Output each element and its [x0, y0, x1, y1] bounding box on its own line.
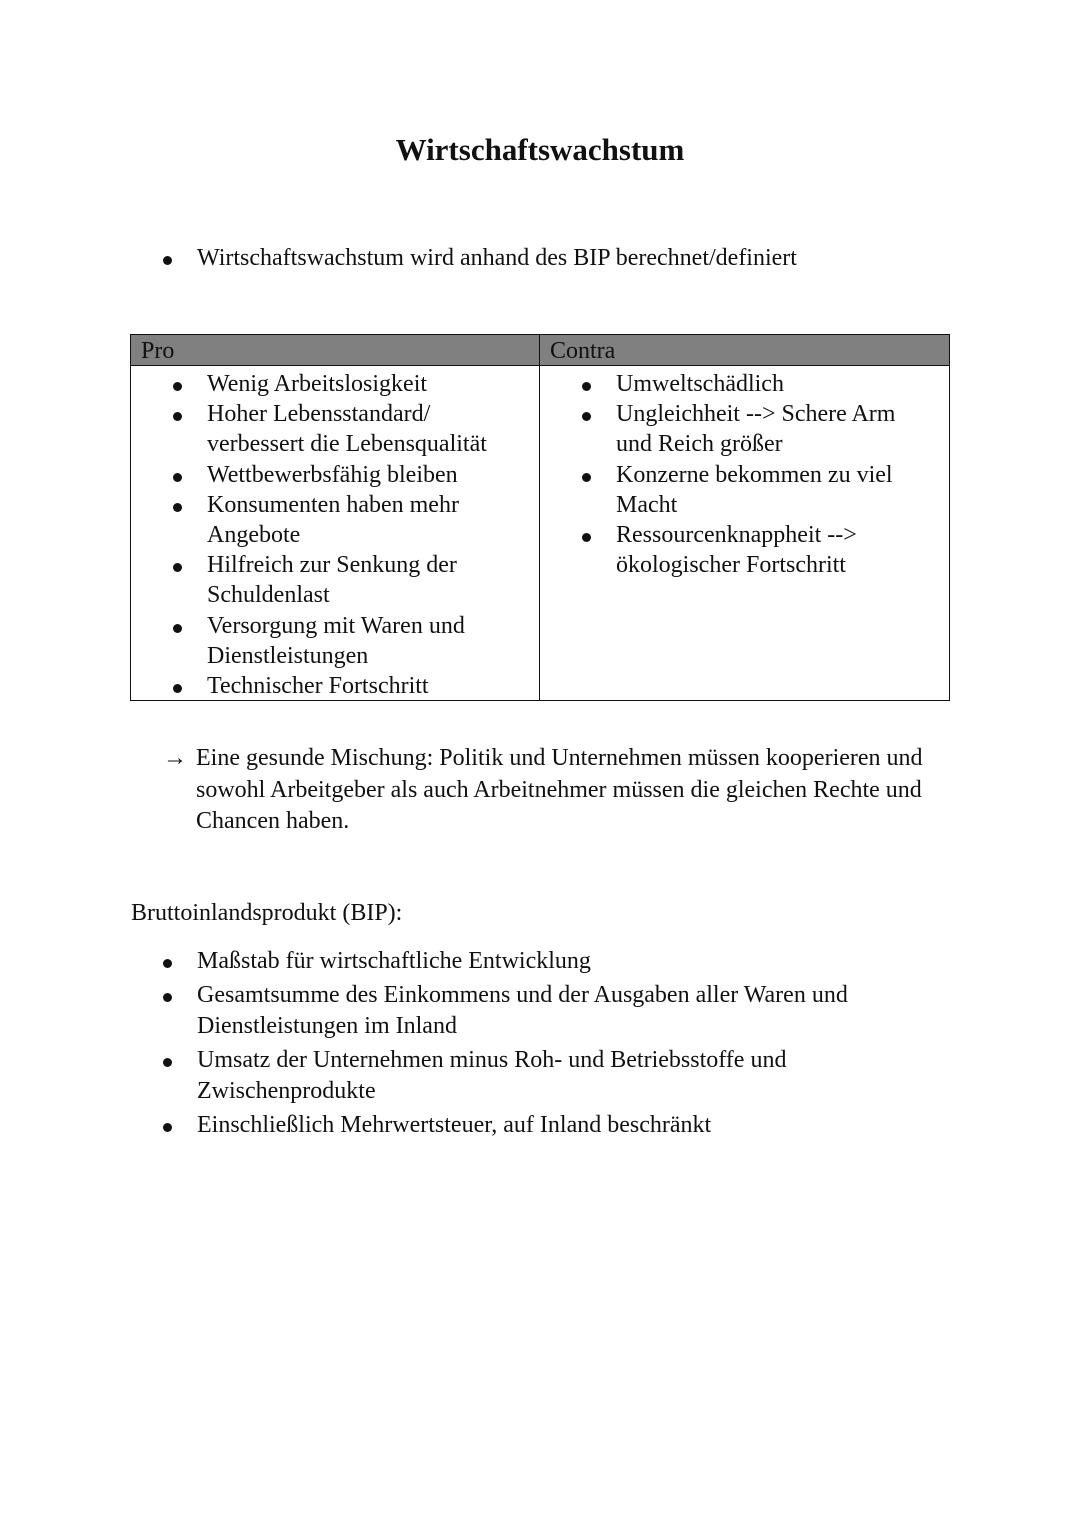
list-item	[163, 1045, 953, 1108]
table-header-row	[131, 335, 949, 366]
pro-item	[173, 369, 507, 399]
pro-contra-table	[130, 334, 950, 701]
contra-item	[582, 460, 916, 520]
page-title: Wirtschaftswachstum	[395, 132, 685, 167]
intro-bullet-list	[163, 243, 963, 274]
pro-column-header: Pro	[131, 335, 540, 365]
contra-item	[582, 369, 916, 399]
bullet-dot-icon	[173, 684, 182, 693]
contra-item-text: Umweltschädlich	[616, 371, 784, 397]
pro-item	[173, 460, 507, 490]
bullet-dot-icon	[163, 1123, 172, 1132]
contra-item	[582, 520, 886, 580]
right-arrow-icon: →	[163, 745, 187, 771]
bullet-dot-icon	[582, 382, 591, 391]
bullet-dot-icon	[173, 624, 182, 633]
pro-item	[173, 399, 507, 459]
pro-item	[173, 490, 507, 550]
list-item-text: Gesamtsumme des Einkommens und der Ausgaben aller Waren und Dienstleistungen im Inland	[197, 981, 848, 1039]
table-body-row	[131, 366, 949, 701]
bullet-dot-icon	[173, 473, 182, 482]
contra-item-text: Ressourcenknappheit --> ökologischer Fortschritt	[616, 522, 857, 579]
list-item	[163, 946, 953, 978]
bullet-dot-icon	[163, 993, 172, 1002]
bullet-dot-icon	[582, 473, 591, 482]
bullet-dot-icon	[163, 1058, 172, 1067]
bullet-dot-icon	[163, 959, 172, 968]
bullet-dot-icon	[173, 563, 182, 572]
list-item-text: Umsatz der Unternehmen minus Roh- und Betriebsstoffe und Zwischenprodukte	[197, 1046, 787, 1104]
list-item-text: Einschließlich Mehrwertsteuer, auf Inland beschränkt	[197, 1111, 712, 1138]
contra-item-text: Konzerne bekommen zu viel Macht	[616, 461, 893, 518]
pro-item-text: Konsumenten haben mehr Angebote	[207, 491, 459, 549]
pro-item	[173, 611, 507, 671]
bip-heading: Bruttoinlandsprodukt (BIP):	[131, 900, 403, 926]
pro-item-text: Technischer Fortschritt	[207, 673, 429, 700]
bullet-dot-icon	[173, 412, 182, 421]
pro-item-text: Hilfreich zur Senkung der Schuldenlast	[207, 552, 457, 609]
pro-column	[131, 366, 540, 701]
bullet-dot-icon	[173, 382, 182, 391]
conclusion-text: Eine gesunde Mischung: Politik und Unternehmen müssen kooperieren und sowohl Arbeitgeber als auch Arbeitnehmer müssen die gleichen Rechte und Chancen haben.	[196, 745, 923, 834]
list-item	[163, 1110, 953, 1142]
bullet-dot-icon	[582, 533, 591, 542]
bullet-dot-icon	[582, 412, 591, 421]
pro-item	[173, 671, 507, 701]
pro-list	[131, 369, 539, 701]
list-item-text: Wirtschaftswachstum wird anhand des BIP berechnet/definiert	[197, 245, 797, 271]
pro-item	[173, 550, 507, 610]
contra-column-header: Contra	[550, 338, 616, 364]
list-item	[163, 243, 963, 274]
contra-item	[582, 399, 916, 459]
bip-bullet-list	[163, 946, 953, 1143]
pro-item-text: Hoher Lebensstandard/ verbessert die Lebensqualität	[207, 401, 487, 458]
contra-column	[540, 366, 949, 701]
bullet-dot-icon	[173, 503, 182, 512]
bullet-dot-icon	[163, 256, 172, 265]
contra-list	[540, 369, 949, 580]
contra-item-text: Ungleichheit --> Schere Arm und Reich größer	[616, 401, 896, 458]
list-item	[163, 980, 953, 1043]
conclusion-paragraph	[163, 743, 953, 838]
pro-item-text: Versorgung mit Waren und Dienstleistungen	[207, 612, 465, 669]
list-item-text: Maßstab für wirtschaftliche Entwicklung	[197, 948, 591, 974]
pro-item-text: Wettbewerbsfähig bleiben	[207, 461, 458, 488]
pro-item-text: Wenig Arbeitslosigkeit	[207, 371, 428, 397]
